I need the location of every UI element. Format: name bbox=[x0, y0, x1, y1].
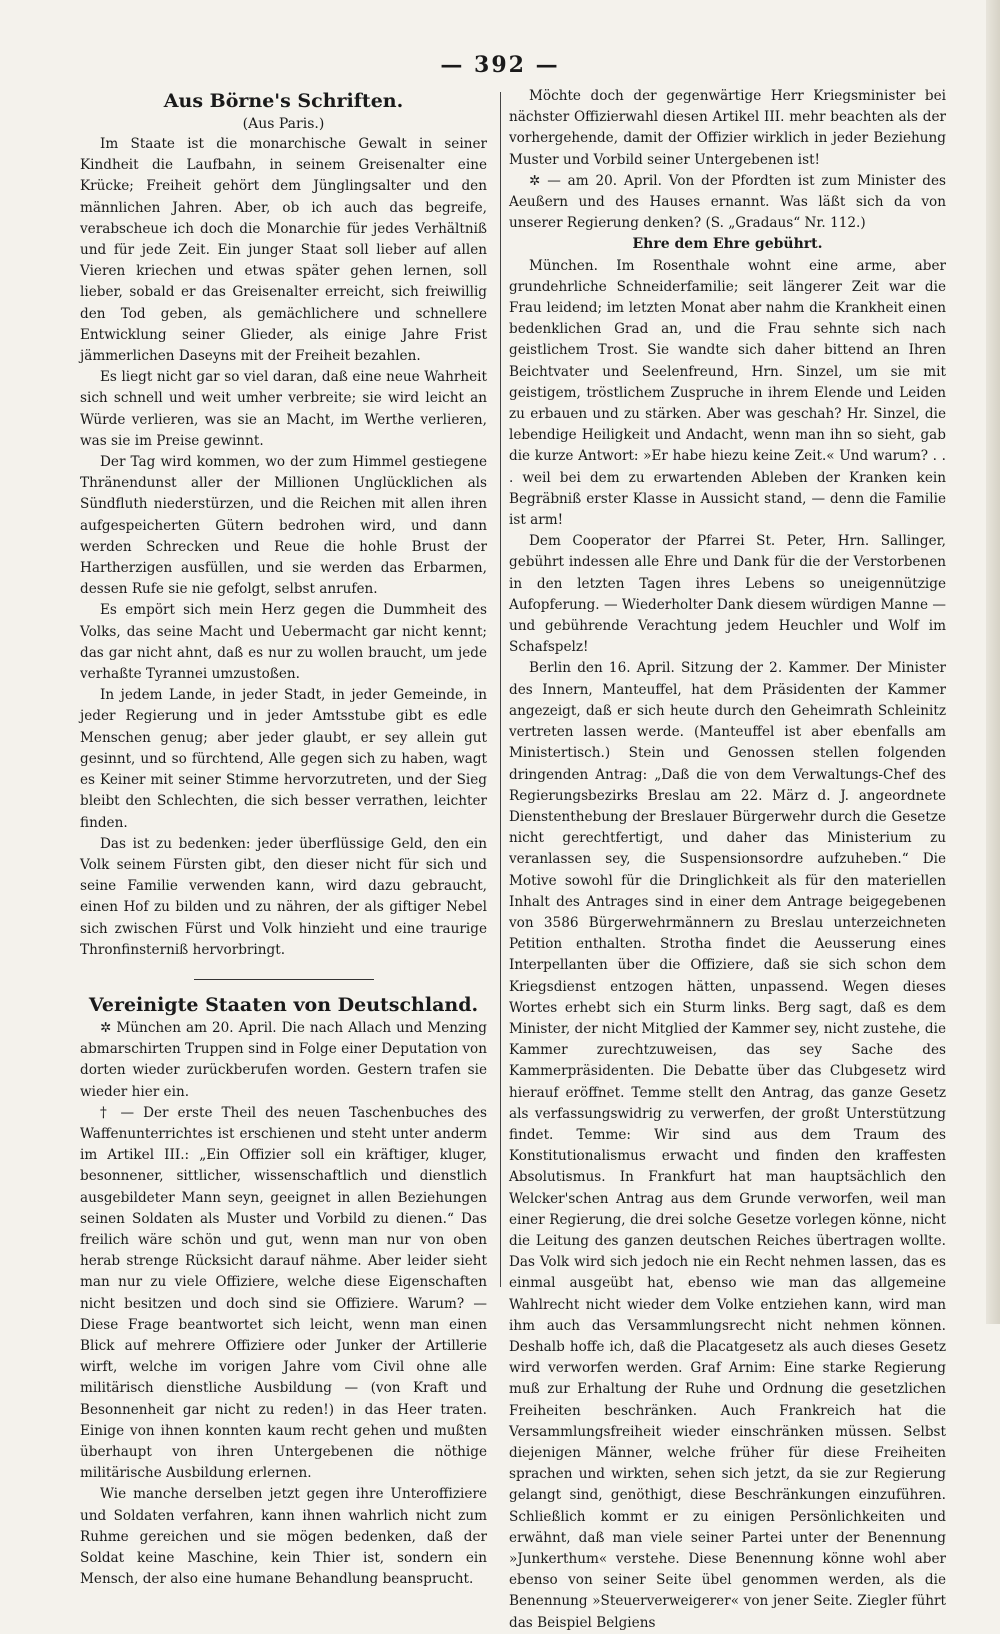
section-separator bbox=[194, 979, 374, 980]
paragraph: Es liegt nicht gar so viel daran, daß eine neue Wahrheit sich schnell und weit umher verbreite; sie wird leicht an Würde verlieren, was sie an Macht, im Werthe verlieren, was sie im Preise gewinnt. bbox=[80, 369, 487, 449]
paragraph: Berlin den 16. April. Sitzung der 2. Kammer. Der Minister des Innern, Manteuffel, hat dem Präsidenten der Kammer angezeigt, daß er sich heute durch den Geheimrath Schleinitz vertreten lassen werde. (Manteuffel ist aber ebenfalls am Ministertisch.) Stein und Genossen stellen folgenden dringenden Antrag: „Daß die von dem Verwaltungs-Chef des Regierungsbezirks Breslau am 22. März d. J. angeordnete Dienstenthebung der Breslauer Bürgerwehr durch die Gesetze nicht gerechtfertigt, und daher das Ministerium zu veranlassen sey, die Suspensionsordre aufzuheben.“ Die Motive sowohl für die Dringlichkeit als für den materiellen Inhalt des Antrages sind in einer dem Antrage beigegebenen von 3586 Bürgerwehrmännern zu Breslau unterzeichneten Petition enthalten. Strotha findet die Aeusserung eines Interpellanten über die Offiziere, daß sie sich schon dem Kriegsdienst entzogen hätten, unpassend. Wegen dieses Wortes erhebt sich ein Sturm links. Berg sagt, daß es dem Minister, der nicht Mitglied der Kammer sey, nicht zustehe, die Kammer zurechtzuweisen, das sey Sache des Kammerpräsidenten. Die Debatte über das Clubgesetz wird hierauf eröffnet. Temme stellt den Antrag, das ganze Gesetz als verfassungswidrig zu verwerfen, der großt Unterstützung findet. Temme: Wir sind aus dem Traum des Konstitutionalismus erwacht und finden den kraffesten Absolutismus. In Frankfurt hat man hauptsächlich den Welcker'schen Antrag aus dem Grunde verworfen, weil man einer Regierung, die drei solche Gesetze vorlegen könne, nicht die Leitung des ganzen deutschen Reiches übertragen wollte. Das Volk wird sich jedoch nie ein Recht nehmen lassen, das es einmal ausgeübt hat, ebenso wie man das allgemeine Wahlrecht nicht wieder dem Volke entziehen kann, wird man ihm auch das Versammlungsrecht nicht nehmen können. Deshalb hoffe ich, daß die Placatgesetz als auch dieses Gesetz wird verworfen werden. Graf Arnim: Eine starke Regierung muß zur Erhaltung der Ruhe und Ordnung die gesetzlichen Freiheiten beschränken. Auch Frankreich hat die Versammlungsfreiheit wieder einschränken müssen. Selbst diejenigen Männer, welche früher für diese Freiheiten sprachen und wirkten, sehen sich jetzt, da sie zur Regierung gelangt sind, genöthigt, diese Beschränkungen einzuführen. Schließlich kommt er zu einigen Persönlichkeiten und erwähnt, daß man viele seiner Partei unter der Benennung »Junkerthum« verstehe. Diese Benennung könne wohl aber ebenso von seiner Seite übel genommen werden, als die Benennung »Steuerverweigerer« von jener Seite. Ziegler führt das Beispiel Belgiens bbox=[509, 660, 946, 1631]
paragraph: In jedem Lande, in jeder Stadt, in jeder Gemeinde, in jeder Regierung und in jeder Amtsstube gibt es edle Menschen genug; aber jeder glaubt, er sey allein gut gesinnt, und so fürchtend, Alle gegen sich zu haben, wagt es Keiner mit seiner Stimme hervorzutreten, und der Sieg bleibt den Schlechten, die sich besser verrathen, leichter finden. bbox=[80, 687, 487, 831]
column-divider bbox=[500, 92, 501, 1287]
page-number: — 392 — bbox=[440, 52, 560, 78]
paragraph: Wie manche derselben jetzt gegen ihre Unteroffiziere und Soldaten verfahren, kann ihnen wahrlich nicht zum Ruhme gereichen und sie mögen bedenken, daß der Soldat keine Maschine, kein Thier ist, sondern ein Mensch, der also eine humane Behandlung beansprucht. bbox=[80, 1486, 487, 1588]
paragraph: Das ist zu bedenken: jeder überflüssige Geld, den ein Volk seinem Fürsten gibt, den dieser nicht für sich und seine Familie verwenden kann, wird dazu gebraucht, einen Hof zu bilden und zu nähren, der als giftiger Nebel sich zwischen Fürst und Volk hinzieht und eine traurige Thronfinsterniß hervorbringt. bbox=[80, 835, 487, 958]
section-heading-ehre: Ehre dem Ehre gebührt. bbox=[632, 236, 823, 253]
paragraph: Es empört sich mein Herz gegen die Dummheit des Volks, das seine Macht und Uebermacht gar nicht kennt; das gar nicht ahnt, daß es nur zu wollen braucht, um jede verhaßte Tyrannei umzustoßen. bbox=[80, 602, 487, 683]
article-heading-boerne: Aus Börne's Schriften. bbox=[163, 90, 404, 112]
paragraph: ✲ — am 20. April. Von der Pfordten ist zum Minister des Aeußern und des Hauses ernannt. Was läßt sich da von unserer Regierung denken? (S. „Gradaus“ Nr. 112.) bbox=[509, 172, 946, 232]
paragraph: Dem Cooperator der Pfarrei St. Peter, Hrn. Sallinger, gebührt indessen alle Ehre und Dank für die der Verstorbenen in den letzten Tagen ihres Lebens so uneigennützige Aufopferung. — Wiederholter Dank diesem würdigen Manne — und gebührende Verachtung jedem Heuchler und Wolf im Schafspelz! bbox=[509, 533, 946, 656]
section-heading-vereinigte-staaten: Vereinigte Staaten von Deutschland. bbox=[88, 993, 479, 1016]
right-column bbox=[509, 86, 946, 1631]
page-edge-shadow bbox=[986, 0, 1000, 1324]
paragraph: ✲ München am 20. April. Die nach Allach und Menzing abmarschirten Truppen sind in Folge einer Deputation von dorten wieder zurückberufen worden. Gestern trafen sie wieder hier ein. bbox=[80, 1019, 487, 1100]
paragraph: Der Tag wird kommen, wo der zum Himmel gestiegene Thränendunst aller der Millionen Unglücklichen als Sündfluth niederstürzen, und die Reichen mit allen ihren aufgespeicherten Gütern bedrohen wird, und dann werden Schrecken und Reue die hohle Brust der Hartherzigen ausfüllen, und sie werden das Erbarmen, dessen Rufe sie nie gefolgt, selbst anrufen. bbox=[80, 454, 487, 598]
paragraph: † — Der erste Theil des neuen Taschenbuches des Waffenunterrichtes ist erschienen und steht unter anderm im Artikel III.: „Ein Offizier soll ein kräftiger, kluger, besonnener, sittlicher, wissenschaftlich und dienstlich ausgebildeter Mann seyn, geeignet in allen Beziehungen seinen Soldaten als Muster und Vorbild zu dienen.“ Das freilich wäre schön und gut, wenn man nur von oben herab strenge Rücksicht darauf nähme. Aber leider sieht man nur zu viele Offiziere, welche diese Eigenschaften nicht besitzen und doch sind sie Offiziere. Warum? — Diese Frage beantwortet sich leicht, wenn man einen Blick auf mehrere Offiziere oder Junker der Artillerie wirft, welche im vorigen Jahre vom Civil ohne alle militärisch dienstliche Ausbildung — (von Kraft und Besonnenheit gar nicht zu reden!) in das Heer traten. Einige von ihnen konnten kaum recht gehen und mußten überhaupt von ihren Untergebenen die nöthige militärische Ausbildung erlernen. bbox=[80, 1104, 487, 1482]
paragraph: Möchte doch der gegenwärtige Herr Kriegsminister bei nächster Offizierwahl diesen Artikel III. mehr beachten als der vorhergehende, damit der Offizier wirklich in jeder Beziehung Muster und Vorbild seiner Untergebenen ist! bbox=[509, 88, 946, 168]
paragraph: München. Im Rosenthale wohnt eine arme, aber grundehrliche Schneiderfamilie; seit längerer Zeit war die Frau leidend; im letzten Monat aber nahm die Krankheit einen bedenklichen Grad an, und die Frau sehnte sich nach geistlichem Trost. Sie wandte sich daher bittend an Ihren Beichtvater und Seelenfreund, Hrn. Sinzel, um sie mit geistigem, tröstlichem Zuspruche in ihrem Elende und Leiden zu erbauen und zu stärken. Aber was geschah? Hr. Sinzel, die lebendige Heiligkeit und Andacht, wenn man ihn so sieht, gab die kurze Antwort: »Er habe hiezu keine Zeit.« Und warum? . . . weil bei dem zu erwartenden Ableben der Kranken kein Begräbniß erster Klasse in Aussicht stand, — denn die Familie ist arm! bbox=[509, 257, 946, 529]
paragraph: Im Staate ist die monarchische Gewalt in seiner Kindheit die Laufbahn, in seinem Greisenalter eine Krücke; Freiheit gehört dem Jünglingsalter und den männlichen Jahren. Aber, ob ich auch das begreife, verabscheue ich doch die Monarchie für jedes Verhältniß und für jede Zeit. Ein junger Staat soll lieber auf allen Vieren kriechen und etwas später gehen lernen, soll lieber, sobald er das Greisenalter erreicht, sich freiwillig den Tod geben, als gemächlichere und schnellere Entwicklung seiner Glieder, als einige Jahre Frist jämmerlichen Daseyns mit der Freiheit bezahlen. bbox=[80, 136, 487, 365]
article-subheading-paris: (Aus Paris.) bbox=[242, 116, 325, 132]
left-column bbox=[80, 86, 487, 1588]
